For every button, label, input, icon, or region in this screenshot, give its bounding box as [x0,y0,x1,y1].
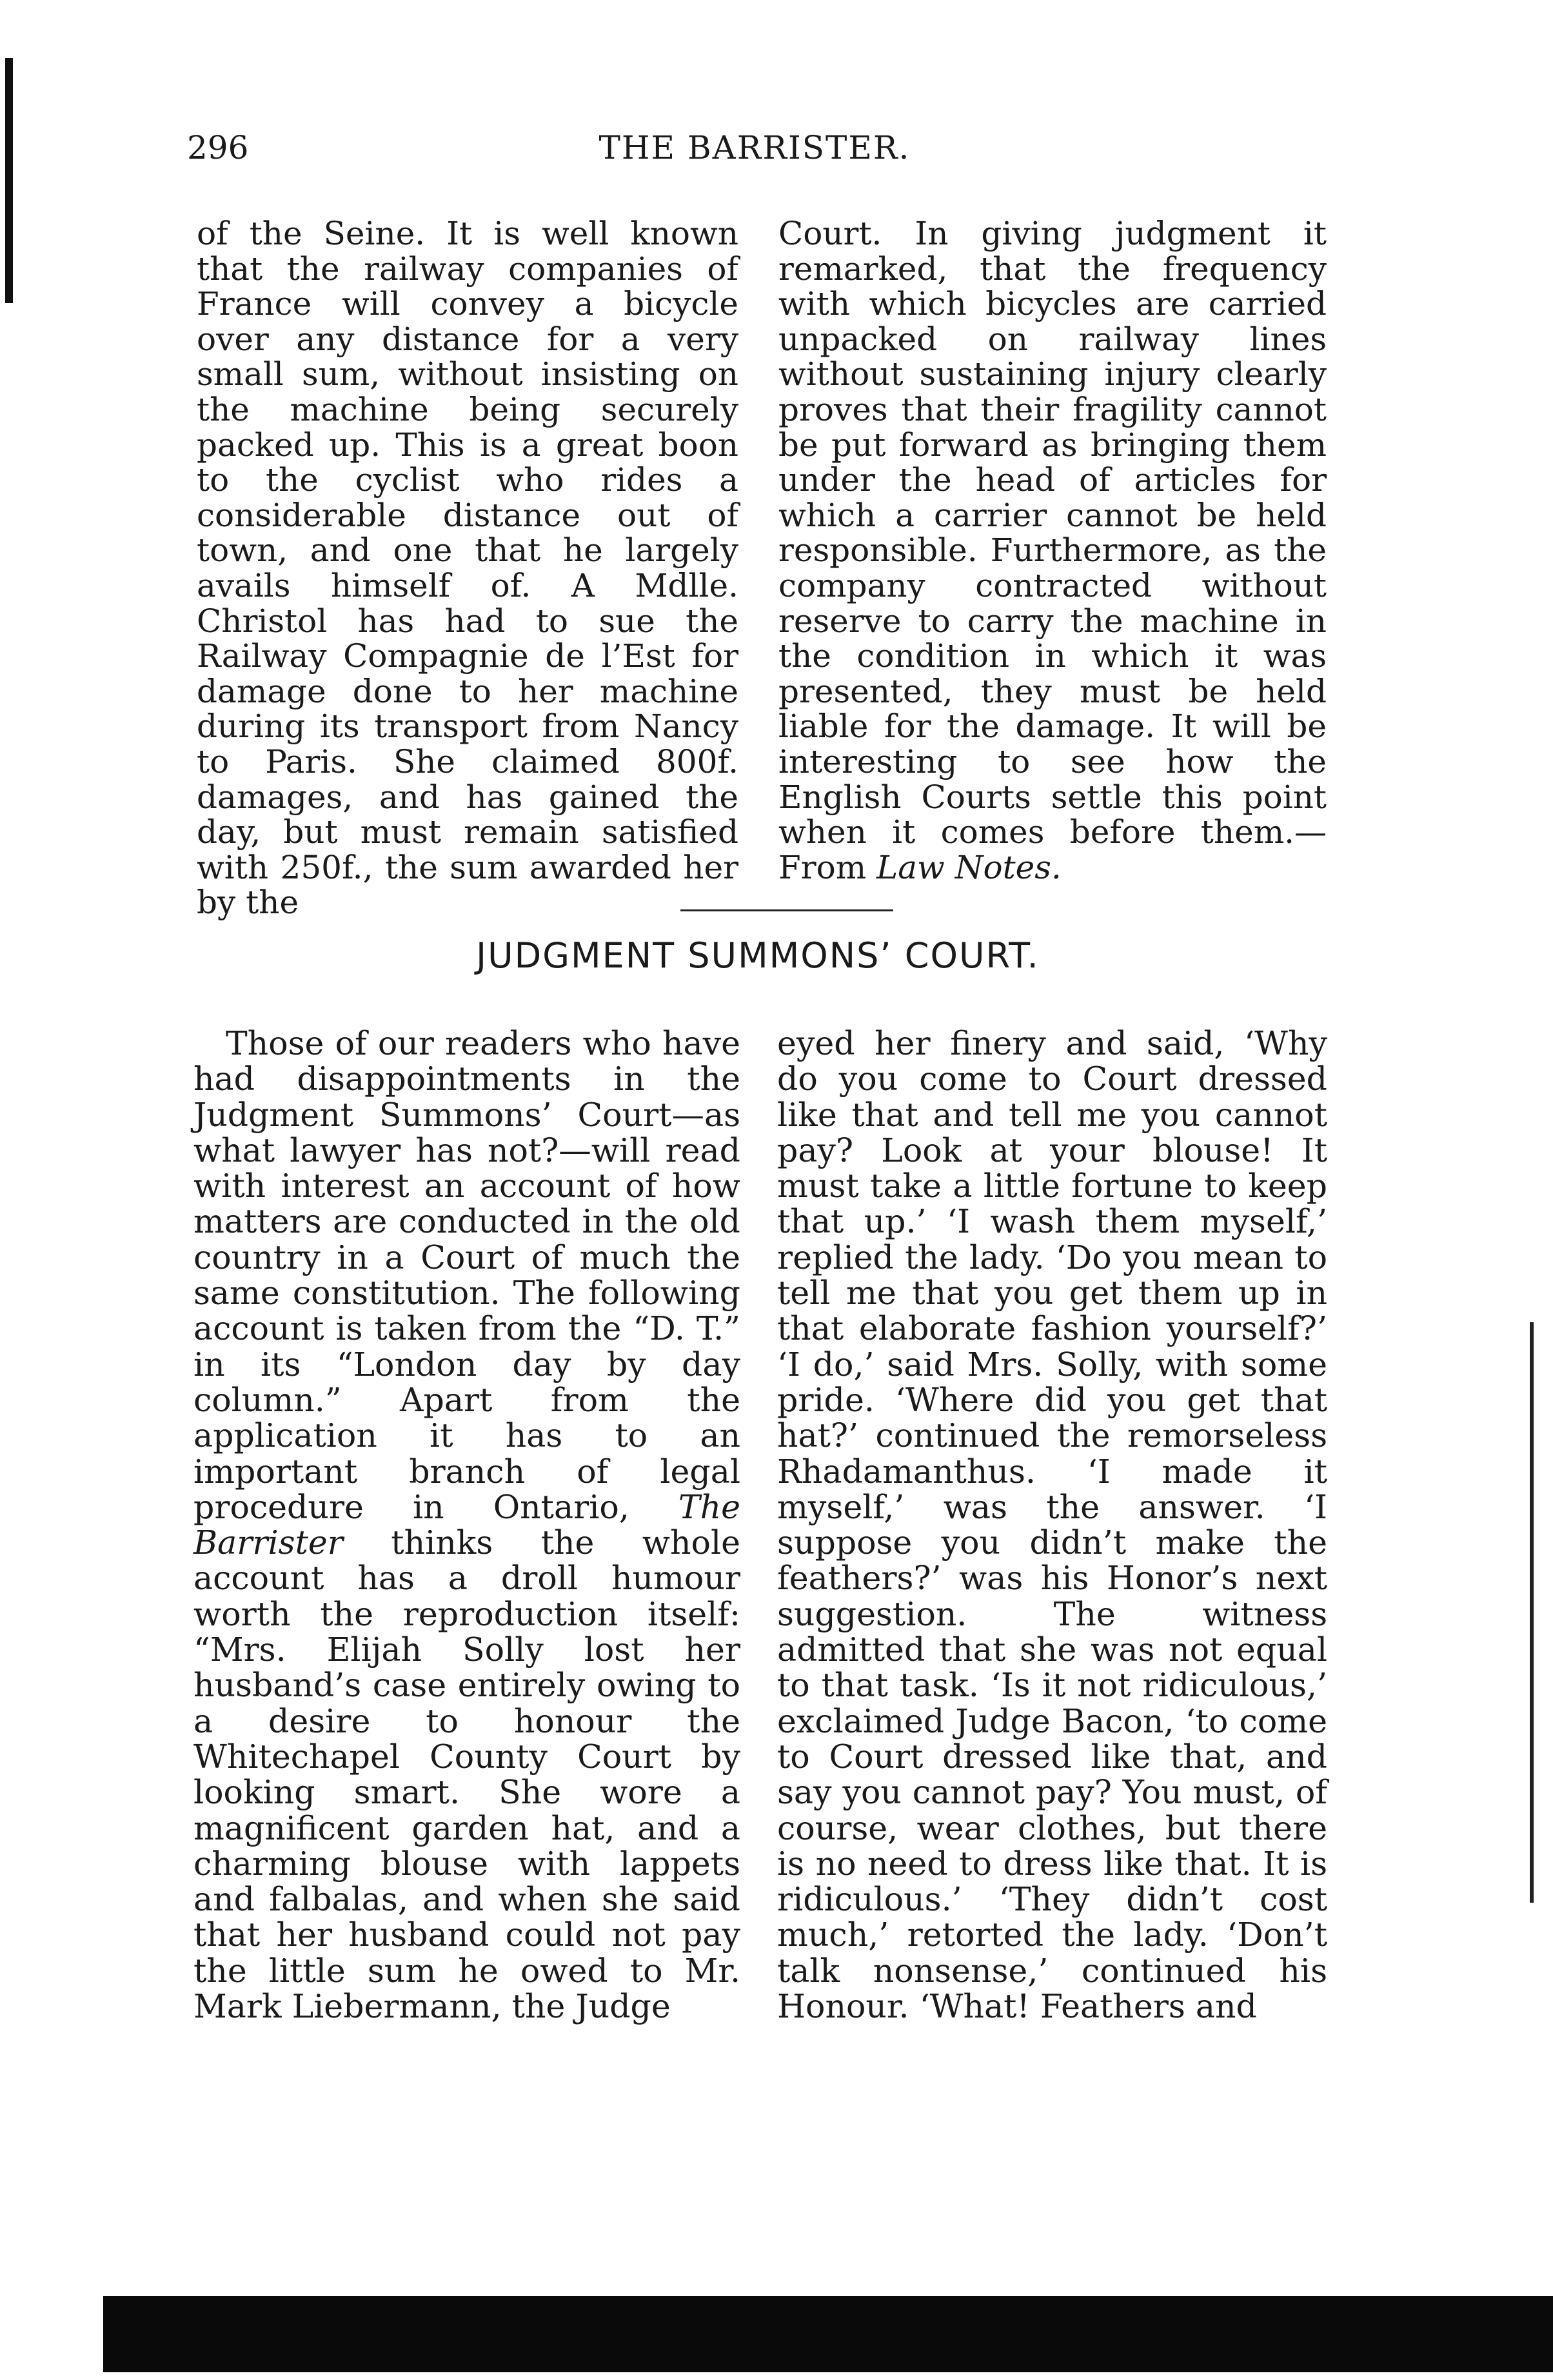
section-title: JUDGMENT SUMMONS’ COURT. [476,935,1040,976]
article2-right-text: eyed her finery and said, ‘Why do you come to Court dressed like that and tell me you cannot pay? Look at your blouse! It must take a little fortune to keep that up.’ ‘I wash them myself,’ replied the lady. ‘Do you mean to tell me that you get them up in that elaborate fashion yourself?’ ‘I do,’ said Mrs. Solly, with some pride. ‘Where did you get that hat?’ continued the remorseless Rhadamanthus. ‘I made it myself,’ was the answer. ‘I suppose you didn’t make the feathers?’ was his Honor’s next suggestion. The witness admitted that she was not equal to that task. ‘Is it not ridiculous,’ exclaimed Judge Bacon, ‘to come to Court dressed like that, and say you cannot pay? You must, of course, wear clothes, but there is no need to dress like that. It is ridiculous.’ ‘They didn’t cost much,’ retorted the lady. ‘Don’t talk nonsense,’ continued his Honour. ‘What! Feathers and [777,1024,1327,2026]
article2-publication-name: The Barrister [193,1487,740,1562]
scan-edge-mark-right [1530,1322,1534,1903]
article1-right-text: Court. In giving judgment it remarked, that the frequency with which bicycles are carried unpacked on railway lines without sustaining injury clearly proves that their fragility cannot be put forward as bringing them under the head of articles for which a carrier cannot be held responsible. Furthermore, as the company contracted without reserve to carry the machine in the condition in which it was presented, they must be held liable for the damage. It will be interesting to see how the English Courts settle this point when it comes before them.—From [778,215,1327,886]
article1-left-text: of the Seine. It is well known that the railway companies of France will convey a bicycle over any distance for a very small sum, without insisting on the machine being securely packed up. This is a great boon to the cyclist who rides a considerable distance out of town, and one that he largely avails himself of. A Mdlle. Christol has had to sue the Railway Compagnie de l’Est for damage done to her machine during its transport from Nancy to Paris. She claimed 800f. damages, and has gained the day, but must remain satisfied with 250f., the sum awarded her by the [197,215,738,922]
article1-source: Law Notes. [876,848,1062,886]
page-header [187,129,1322,181]
article1-right-paragraph [778,216,1327,885]
scan-bottom-shadow [103,2296,1553,2372]
running-head: THE BARRISTER. [598,129,911,166]
section-divider [680,909,893,911]
article1-left-column [197,216,738,920]
scan-edge-mark [5,58,13,303]
article2-left-intro: Those of our readers who have had disappointments in the Judgment Summons’ Court—as what lawyer has not?—will read with interest an account of how matters are conducted in the old country in a Court of much the same constitution. The following account is taken from the “D. T.” in its “London day by day column.” Apart from the application it has to an important branch of legal procedure in Ontario, [193,1024,740,1526]
article2-right-column [777,1026,1327,2024]
article2-left-column [193,1026,740,2024]
article2-left-rest: thinks the whole account has a droll humour worth the reproduction itself: “Mrs. Elijah Solly lost her husband’s case entirely owing to a desire to honour the Whitechapel County Court by looking smart. She wore a magnificent garden hat, and a charming blouse with lappets and falbalas, and when she said that her husband could not pay the little sum he owed to Mr. Mark Liebermann, the Judge [193,1523,740,2026]
page-number: 296 [187,129,249,166]
article1-right-column [778,216,1327,885]
article2-left-paragraph [193,1026,740,2024]
